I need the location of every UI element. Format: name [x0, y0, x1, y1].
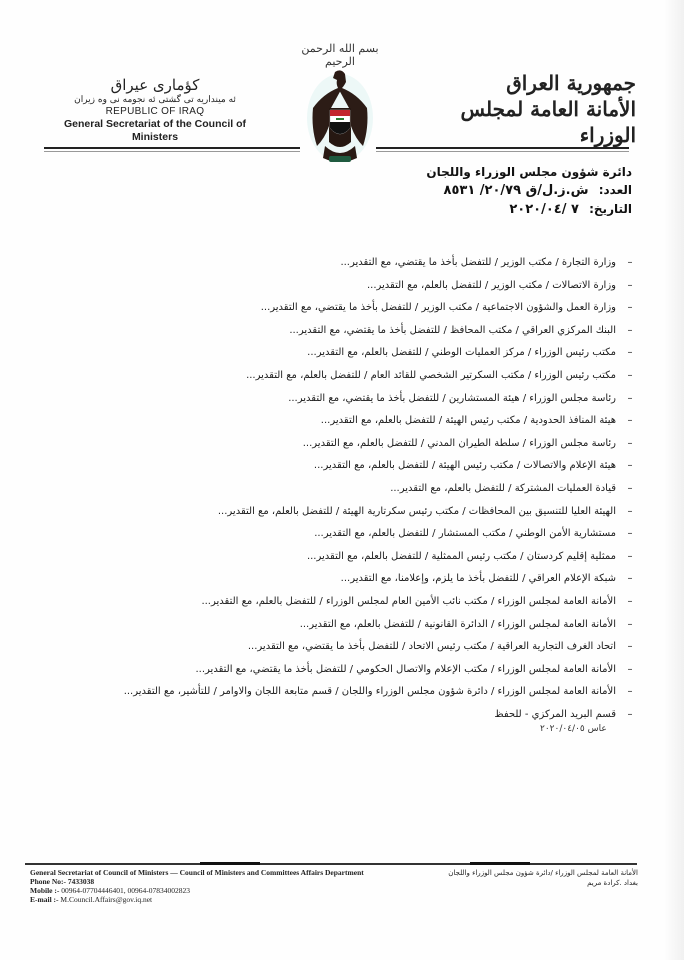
bullet-dash: –: [627, 708, 633, 720]
list-item: – وزارة التجارة / مكتب الوزير / للتفضل بأخذ ما يقتضي، مع التقدير...: [44, 252, 644, 275]
bullet-dash: –: [627, 324, 633, 336]
republic-of-iraq-english: REPUBLIC OF IRAQ: [105, 106, 205, 117]
footer-department-english: General Secretariat of Council of Ministers — Council of Ministers and Committees Affairs Department: [30, 868, 364, 877]
reference-date: [332, 200, 632, 219]
footer-english: [30, 868, 364, 904]
list-item: – رئاسة مجلس الوزراء / هيئة المستشارين / للتفضل بأخذ ما يقتضي، مع التقدير...: [44, 388, 644, 411]
footer-arabic: [448, 868, 638, 888]
reference-number: [332, 181, 632, 200]
bullet-dash: –: [627, 618, 633, 630]
list-item: – هيئة المنافذ الحدودية / مكتب رئيس الهيئة / للتفضل بالعلم، مع التقدير...: [44, 410, 644, 433]
footer-rule-accent: [470, 862, 530, 865]
bullet-dash: –: [627, 302, 633, 314]
footer-address-arabic: بغداد .كرادة مريم: [587, 879, 638, 887]
bullet-dash: –: [627, 369, 633, 381]
bullet-dash: –: [627, 663, 633, 675]
list-item: – مكتب رئيس الوزراء / مركز العمليات الوطني / للتفضل بالعلم، مع التقدير...: [44, 342, 644, 365]
recipients-list: [44, 252, 644, 726]
footer-department-arabic: الأمانة العامة لمجلس الوزراء /دائرة شؤون مجلس الوزراء واللجان: [448, 869, 638, 877]
general-secretariat-arabic: الأمانة العامة لمجلس الوزراء: [460, 97, 636, 147]
bullet-dash: –: [627, 550, 633, 562]
list-item: – وزارة العمل والشؤون الاجتماعية / مكتب الوزير / للتفضل بأخذ ما يقتضي، مع التقدير...: [44, 297, 644, 320]
list-item: – رئاسة مجلس الوزراء / سلطة الطيران المدني / للتفضل بالعلم، مع التقدير...: [44, 433, 644, 456]
list-item: – البنك المركزي العراقي / مكتب المحافظ / للتفضل بأخذ ما يقتضي، مع التقدير...: [44, 320, 644, 343]
eagle-emblem-icon: [305, 68, 375, 168]
list-item: – ممثلية إقليم كردستان / مكتب رئيس الممثلية / للتفضل بالعلم، مع التقدير...: [44, 546, 644, 569]
footer-rule: [25, 863, 637, 865]
department-name: دائرة شؤون مجلس الوزراء واللجان: [426, 165, 632, 179]
arabic-letterhead: [436, 70, 636, 148]
list-item: – وزارة الاتصالات / مكتب الوزير / للتفضل بالعلم، مع التقدير...: [44, 275, 644, 298]
reference-number-value: ش.ز.ل/ق ٢٠/٧٩/ ٨٥٣١: [443, 183, 589, 198]
footer-mobile: Mobile :- 00964-07704446401, 00964-07834002823: [30, 886, 190, 895]
bullet-dash: –: [627, 279, 633, 291]
list-item: – الأمانة العامة لمجلس الوزراء / الدائرة القانونية / للتفضل بالعلم، مع التقدير...: [44, 614, 644, 637]
bullet-dash: –: [627, 482, 633, 494]
general-secretariat-english: General Secretariat of the Council of Ministers: [63, 118, 247, 143]
footer-rule-accent: [200, 862, 260, 865]
footer-phone: Phone No:- 7433038: [30, 877, 95, 886]
typist-initials: عاس: [587, 724, 607, 734]
list-item: – قسم البريد المركزي - للحفظ: [44, 704, 644, 727]
kurdish-english-letterhead: [40, 76, 270, 144]
reference-date-label: التاريخ:: [589, 202, 632, 216]
list-item: – مستشارية الأمن الوطني / مكتب المستشار / للتفضل بالعلم، مع التقدير...: [44, 523, 644, 546]
reference-number-label: العدد:: [598, 183, 632, 197]
list-item: – هيئة الإعلام والاتصالات / مكتب رئيس الهيئة / للتفضل بالعلم، مع التقدير...: [44, 455, 644, 478]
kurdish-title: كؤمارى عيراق: [110, 76, 200, 94]
typist-signature: [540, 724, 607, 734]
bullet-dash: –: [627, 392, 633, 404]
header-rule-right-thin: [376, 151, 629, 152]
reference-date-value: ٧ /٢٠٢٠/٠٤: [509, 202, 579, 217]
bullet-dash: –: [627, 686, 633, 698]
list-item: – الهيئة العليا للتنسيق بين المحافظات / مكتب رئيس سكرتارية الهيئة / للتفضل بالعلم، مع التقدير...: [44, 501, 644, 524]
list-item: – قيادة العمليات المشتركة / للتفضل بالعلم، مع التقدير...: [44, 478, 644, 501]
bullet-dash: –: [627, 641, 633, 653]
typed-date: ٢٠٢٠/٠٤/٠٥: [540, 724, 585, 734]
kurdish-subtitle: ئه مينداريه تى گشتى ئه نجومه نى وه زيران: [74, 95, 236, 105]
header-rule-left: [44, 147, 300, 149]
header-rule-right: [376, 147, 629, 149]
list-item: – مكتب رئيس الوزراء / مكتب السكرتير الشخصي للقائد العام / للتفضل بالعلم، مع التقدير...: [44, 365, 644, 388]
bullet-dash: –: [627, 347, 633, 359]
reference-block: [332, 163, 632, 219]
republic-of-iraq-arabic: جمهورية العراق: [506, 71, 636, 95]
list-item: – الأمانة العامة لمجلس الوزراء / دائرة شؤون مجلس الوزراء واللجان / قسم متابعة اللجان والاوامر / للتأشير، مع التقدير...: [44, 681, 644, 704]
bullet-dash: –: [627, 595, 633, 607]
bullet-dash: –: [627, 528, 633, 540]
bullet-dash: –: [627, 257, 633, 268]
bullet-dash: –: [627, 573, 633, 585]
bullet-dash: –: [627, 415, 633, 427]
list-item: – الأمانة العامة لمجلس الوزراء / مكتب نائب الأمين العام لمجلس الوزراء / للتفضل بالعلم، مع التقدير...: [44, 591, 644, 614]
list-item: – الأمانة العامة لمجلس الوزراء / مكتب الإعلام والاتصال الحكومي / للتفضل بأخذ ما يقتضي، مع التقدير...: [44, 659, 644, 682]
list-item: – شبكة الإعلام العراقي / للتفضل بأخذ ما يلزم، وإعلامنا، مع التقدير...: [44, 568, 644, 591]
list-item: – اتحاد الغرف التجارية العراقية / مكتب رئيس الاتحاد / للتفضل بأخذ ما يقتضي، مع التقدير...: [44, 636, 644, 659]
bullet-dash: –: [627, 460, 633, 472]
header-rule-left-thin: [44, 151, 300, 152]
footer-email: E-mail :- M.Council.Affairs@gov.iq.net: [30, 895, 153, 904]
bullet-dash: –: [627, 505, 633, 517]
basmala: بسم الله الرحمن الرحيم: [301, 42, 379, 68]
bullet-dash: –: [627, 437, 633, 449]
